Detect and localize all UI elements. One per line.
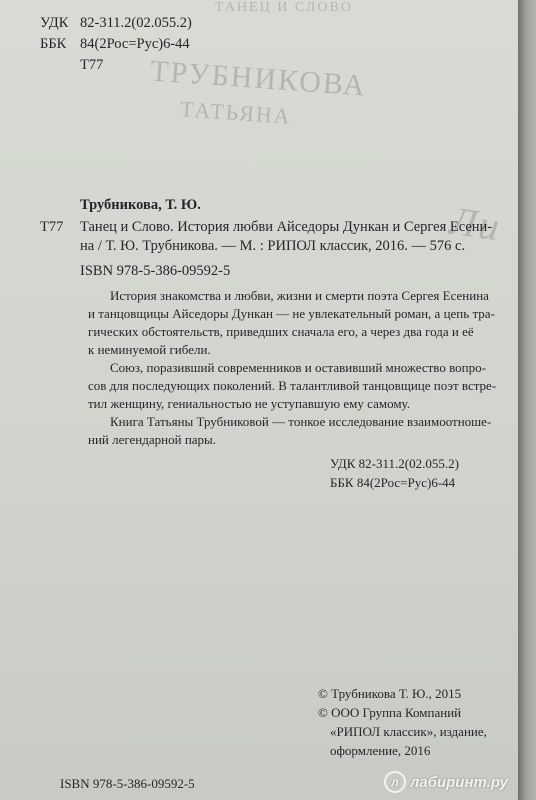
annotation-line: к неминуемой гибели. [88, 342, 211, 357]
show-through-text: Ли [447, 197, 504, 250]
bbk-label: ББК [40, 36, 67, 52]
isbn: ISBN 978-5-386-09592-5 [80, 263, 231, 279]
annotation-line: Книга Татьяны Трубниковой — тонкое исследование взаимоотноше- [110, 414, 492, 429]
udk-label: УДК [40, 15, 69, 31]
record-sign: Т77 [40, 219, 64, 235]
udk-repeat: УДК 82-311.2(02.055.2) [330, 456, 459, 471]
author-name: Трубникова, Т. Ю. [80, 197, 201, 213]
title-line-1: Танец и Слово. История любви Айседоры Дункан и Сергея Есени- [80, 219, 493, 235]
udk-value: 82-311.2(02.055.2) [80, 15, 192, 31]
show-through-text: ТРУБНИКОВА [149, 54, 368, 103]
annotation-line: ний легендарной пары. [88, 432, 217, 447]
author-sign: Т77 [80, 57, 104, 73]
copyright-line: «РИПОЛ классик», издание, [330, 724, 487, 739]
labirint-logo-icon: л [384, 771, 406, 793]
bbk-repeat: ББК 84(2Рос=Рус)6-44 [330, 475, 456, 490]
bbk-value: 84(2Рос=Рус)6-44 [80, 36, 190, 52]
copyright-line: © ООО Группа Компаний [318, 705, 462, 720]
annotation-line: гических обстоятельств, приведших сначала его, а через два года и её [88, 324, 474, 339]
annotation-line: История знакомства и любви, жизни и смерти поэта Сергея Есенина [110, 288, 489, 303]
annotation-line: сов для последующих поколений. В талантливой танцовщице поэт встре- [88, 378, 497, 393]
title-line-2: на / Т. Ю. Трубникова. — М. : РИПОЛ классик, 2016. — 576 с. [80, 238, 466, 254]
annotation-line: и танцовщицы Айседоры Дункан — не увлекательный роман, а цепь тра- [88, 306, 495, 321]
watermark-text: лабиринт.ру [410, 773, 508, 791]
annotation-line: Союз, поразивший современников и оставивший множество вопро- [110, 360, 486, 375]
annotation-line: тил женщину, гениальностью не уступавшую ему самому. [88, 396, 410, 411]
footer-isbn: ISBN 978-5-386-09592-5 [60, 776, 195, 791]
page-edge [518, 0, 536, 800]
copyright-line: оформление, 2016 [330, 743, 431, 758]
show-through-text: ТАНЕЦ И СЛОВО [215, 0, 353, 15]
show-through-text: ТАТЬЯНА [179, 96, 293, 129]
watermark [384, 768, 518, 796]
copyright-line: © Трубникова Т. Ю., 2015 [318, 686, 462, 701]
